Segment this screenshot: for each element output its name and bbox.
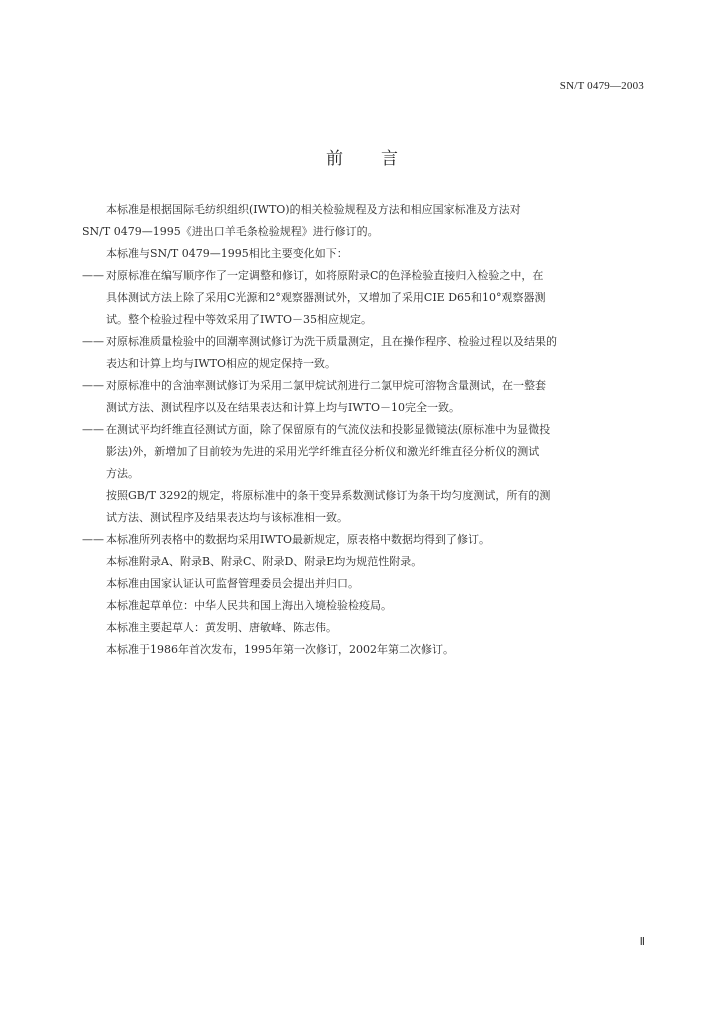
publication-history: 本标准于1986年首次发布，1995年第一次修订，2002年第二次修订。 (106, 643, 454, 656)
item-line: 表达和计算上均与IWTO相应的规定保持一致。 (106, 357, 337, 370)
item-line: 测试方法、测试程序以及在结果表达和计算上均与IWTO－10完全一致。 (106, 401, 461, 414)
drafters: 本标准主要起草人：黄发明、唐敏峰、陈志伟。 (106, 621, 337, 634)
dash-marker: —— (82, 269, 104, 282)
item-line: 方法。 (106, 467, 139, 480)
item-line: 本标准所列表格中的数据均采用IWTO最新规定，原表格中数据均得到了修订。 (106, 533, 491, 546)
change-item-1 (82, 265, 642, 331)
appendix-note: 本标准附录A、附录B、附录C、附录D、附录E均为规范性附录。 (106, 555, 423, 568)
sub-paragraph-line-1: 按照GB/T 3292的规定，将原标准中的条干变异系数测试修订为条干均匀度测试，所有的测 (106, 489, 551, 502)
item-line: 对原标准中的含油率测试修订为采用二氯甲烷试剂进行二氯甲烷可溶物含量测试，在一整套 (106, 379, 546, 392)
page-number: Ⅱ (639, 936, 645, 948)
proposed-by: 本标准由国家认证认可监督管理委员会提出并归口。 (106, 577, 359, 590)
standard-code: SN/T 0479—2003 (559, 80, 644, 92)
dash-marker: —— (82, 533, 104, 546)
intro-line-2: SN/T 0479—1995《进出口羊毛条检验规程》进行修订的。 (82, 225, 379, 238)
item-line: 在测试平均纤维直径测试方面，除了保留原有的气流仪法和投影显微镜法(原标准中为显微投 (106, 423, 551, 436)
changes-intro: 本标准与SN/T 0479—1995相比主要变化如下： (106, 247, 348, 260)
intro-line-1: 本标准是根据国际毛纺织组织(IWTO)的相关检验规程及方法和相应国家标准及方法对 (106, 203, 521, 216)
item-line: 试。整个检验过程中等效采用了IWTO－35相应规定。 (106, 313, 373, 326)
foreword-body (82, 199, 642, 661)
item-line: 具体测试方法上除了采用C光源和2°观察器测试外，又增加了采用CIE D65和10°观察器测 (106, 291, 546, 304)
change-item-5 (82, 529, 642, 551)
dash-marker: —— (82, 379, 104, 392)
item-line: 对原标准在编写顺序作了一定调整和修订，如将原附录C的色泽检验直接归入检验之中，在 (106, 269, 544, 282)
change-item-4 (82, 419, 642, 485)
drafting-unit: 本标准起草单位：中华人民共和国上海出入境检验检疫局。 (106, 599, 392, 612)
page-title: 前言 (326, 149, 436, 169)
dash-marker: —— (82, 423, 104, 436)
dash-marker: —— (82, 335, 104, 348)
item-line: 对原标准质量检验中的回潮率测试修订为洗干质量测定，且在操作程序、检验过程以及结果的 (106, 335, 557, 348)
change-item-3 (82, 375, 642, 419)
item-line: 影法)外，新增加了目前较为先进的采用光学纤维直径分析仪和激光纤维直径分析仪的测试 (106, 445, 540, 458)
sub-paragraph-line-2: 试方法、测试程序及结果表达均与该标准相一致。 (106, 511, 348, 524)
change-item-2 (82, 331, 642, 375)
